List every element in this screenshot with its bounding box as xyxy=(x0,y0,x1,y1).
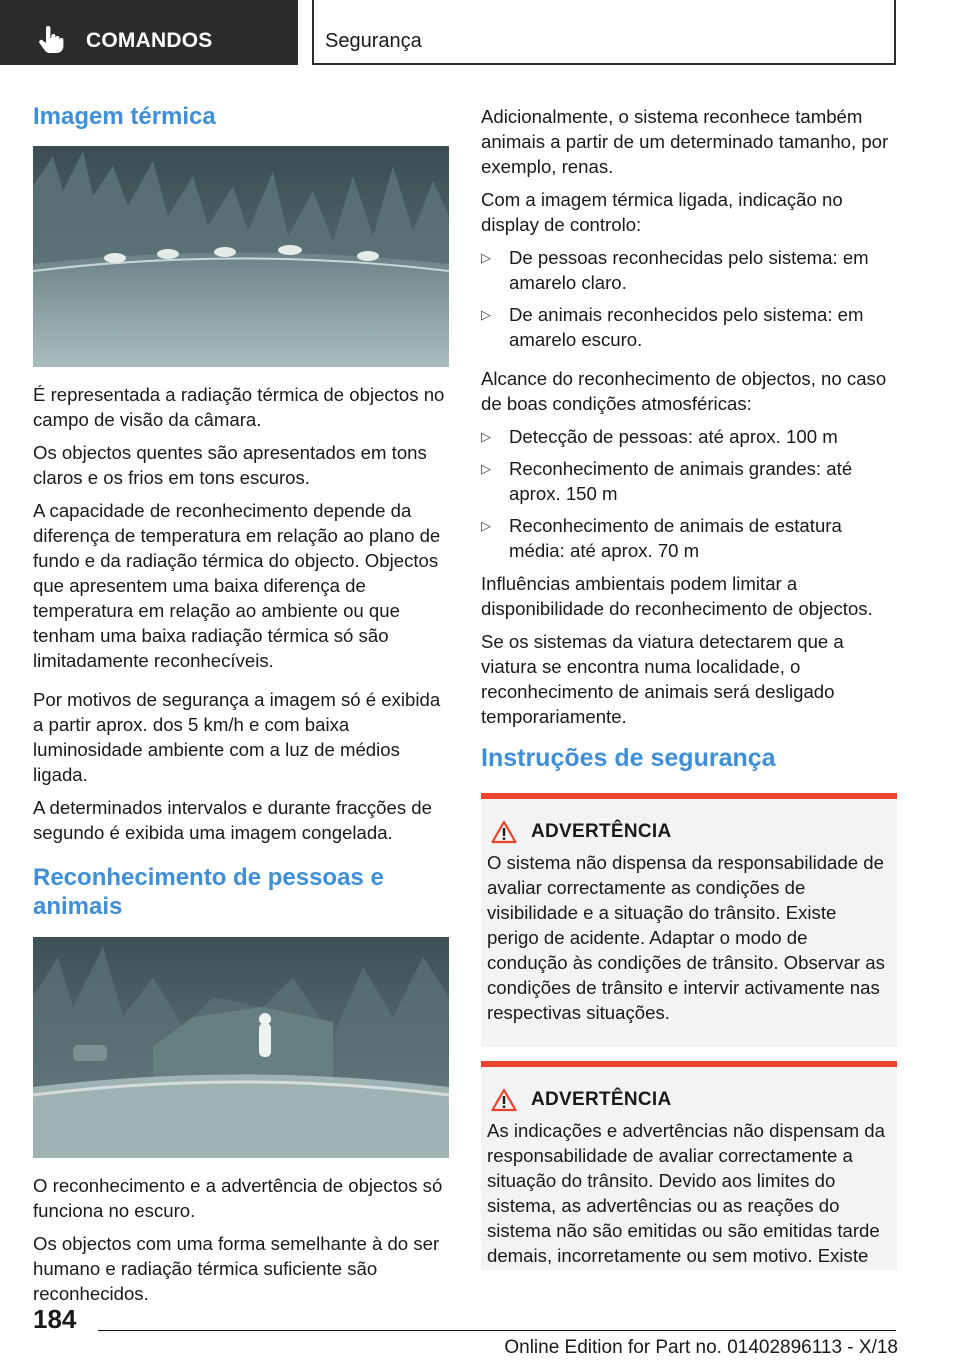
footer-rule xyxy=(98,1330,896,1331)
heading-thermal-image: Imagem térmica xyxy=(33,103,216,130)
left-para-1: É representada a radiação térmica de objectos no campo de visão da câmara. xyxy=(33,384,445,430)
left-para-5: A determinados intervalos e durante fracções de segundo é exibida uma imagem congelada. xyxy=(33,797,432,843)
warning-text: As indicações e advertências não dispensam da responsabilidade de avaliar correctamente a situação do trânsito. Devido aos limites do sistema, as advertências ou as reações do sistema não são emitidas ou são emitidas tarde demais, incorretamente ou sem motivo. Existe xyxy=(487,1120,885,1266)
left-column xyxy=(33,98,449,1314)
left-para-7: Os objectos com uma forma semelhante à do ser humano e radiação térmica suficiente são reconhecidos. xyxy=(33,1233,440,1304)
heading-safety-instructions: Instruções de segurança xyxy=(481,744,776,772)
list-item: ▷ De pessoas reconhecidas pelo sistema: em amarelo claro. xyxy=(481,245,897,295)
left-para-2: Os objectos quentes são apresentados em tons claros e os frios em tons escuros. xyxy=(33,442,427,488)
warning-title: ADVERTÊNCIA xyxy=(531,821,672,842)
heading-people-animals: Reconhecimento de pessoas e animais xyxy=(33,864,384,920)
list-item: ▷ De animais reconhecidos pelo sistema: em amarelo escuro. xyxy=(481,302,897,352)
left-para-6: O reconhecimento e a advertência de objectos só funciona no escuro. xyxy=(33,1175,443,1221)
warning-triangle-icon xyxy=(491,820,517,844)
right-para-4: Influências ambientais podem limitar a disponibilidade do reconhecimento de objectos. xyxy=(481,573,873,619)
right-para-2: Com a imagem térmica ligada, indicação no display de controlo: xyxy=(481,189,843,235)
page-number: 184 xyxy=(33,1304,77,1334)
thermal-image-person xyxy=(33,937,449,1158)
right-para-3: Alcance do reconhecimento de objectos, no caso de boas condições atmosféricas: xyxy=(481,368,887,414)
warning-title: ADVERTÊNCIA xyxy=(531,1089,672,1110)
display-indication-list xyxy=(481,245,897,352)
right-para-1: Adicionalmente, o sistema reconhece também animais a partir de um determinado tamanho, por exemplo, renas. xyxy=(481,106,889,177)
left-para-3: A capacidade de reconhecimento depende da diferença de temperatura em relação ao plano de fundo e da radiação térmica do objecto. Objectos que apresentem uma baixa diferença de temperatura em relação ao ambiente ou que tenham uma baixa radiação térmica só são limitadamente reconhecíveis. xyxy=(33,500,441,671)
right-para-5: Se os sistemas da viatura detectarem que a viatura se encontra numa localidade, o reconhecimento de animais será desligado temporariamente. xyxy=(481,631,844,727)
header-chapter-tab xyxy=(0,0,298,65)
list-item: ▷ Reconhecimento de animais de estatura média: até aprox. 70 m xyxy=(481,513,897,563)
warning-box-1 xyxy=(481,793,897,1047)
warning-text: O sistema não dispensa da responsabilidade de avaliar correctamente as condições de visibilidade e a situação do trânsito. Existe perigo de acidente. Adaptar o modo de condução às condições de trânsito. Observar as condições de trânsito e intervir activamente nas respectivas situações. xyxy=(487,852,885,1023)
hand-pointer-icon xyxy=(38,26,64,54)
list-item: ▷ Reconhecimento de animais grandes: até aprox. 150 m xyxy=(481,456,897,506)
list-item: ▷ Detecção de pessoas: até aprox. 100 m xyxy=(481,424,897,449)
left-para-4: Por motivos de segurança a imagem só é exibida a partir aprox. dos 5 km/h e com baixa luminosidade ambiente com a luz de médios ligada. xyxy=(33,689,441,785)
warning-triangle-icon xyxy=(491,1088,517,1112)
section-title: Segurança xyxy=(325,30,422,52)
range-list xyxy=(481,424,897,563)
footer-edition: Online Edition for Part no. 01402896113 - X/18 xyxy=(504,1337,898,1358)
right-column xyxy=(481,104,897,1284)
chapter-title: COMANDOS xyxy=(86,29,213,52)
thermal-image-animals xyxy=(33,146,449,367)
warning-box-2 xyxy=(481,1061,897,1270)
